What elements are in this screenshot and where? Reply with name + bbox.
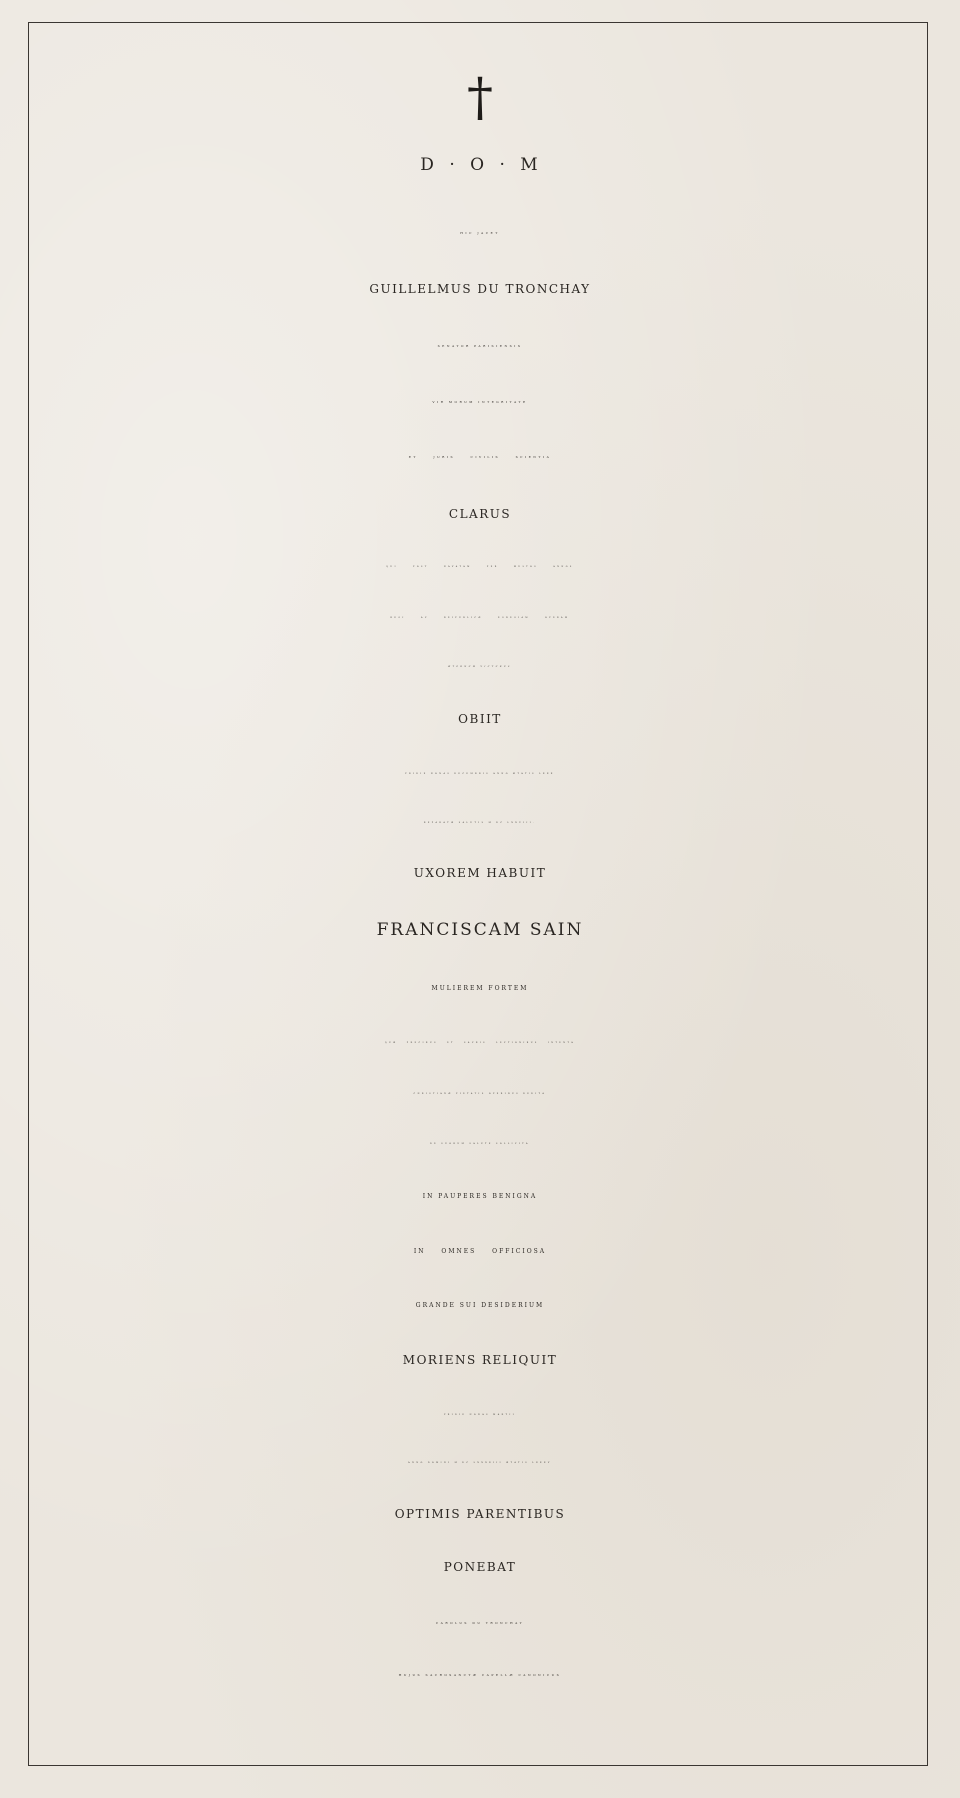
inscription-line: IN PAUPERES BENIGNA (422, 1193, 538, 1200)
inscription-line: OBIIT (458, 712, 502, 726)
inscription-line: SENATOR PARISIENSIS (437, 344, 523, 348)
inscription-line: QUÆ PRECIBUS ET SACRIS LECTIONIBUS INTENTA (384, 1042, 576, 1044)
deceased-name: GUILLELMUS DU TRONCHAY (369, 282, 591, 296)
inscription-line: QUI POST NAVATAM PER MULTOS ANNOS (386, 566, 574, 568)
inscription-line: CAROLUS DU TRONCHAY (435, 1621, 525, 1625)
inscription-line: UXOREM HABUIT (413, 866, 547, 880)
inscription-line: REPARATÆ SALUTIS M DC LXXVIII. (423, 822, 537, 824)
inscription-line: HUJUS SACROSANCTÆ CAPELLÆ CANONICUS (398, 1673, 562, 1677)
inscription-line: OPTIMIS PARENTIBUS (394, 1507, 566, 1521)
inscription-line: ET JURIS CIVILIS SCIENTIA (408, 455, 552, 459)
dom-heading: D · O · M (420, 155, 540, 175)
inscription-line: ÆTERNUM VICTURUS (448, 666, 512, 668)
inscription-line: ANNO DOMINI M DC LXXXXIII ÆTATIS LXXXV (408, 1462, 552, 1464)
inscription-line: PRIDIE NONAS MARTII (443, 1414, 517, 1416)
inscription-line: GRANDE SUI DESIDERIUM (415, 1302, 545, 1309)
inscription-line: HIC JACET (460, 231, 500, 235)
inscription-line: PONEBAT (443, 1560, 517, 1574)
inscription-line: REGI AC REIPUBLICÆ EGREGIAM OPERAM (390, 617, 570, 619)
inscription-line: MORIENS RELIQUIT (402, 1353, 558, 1367)
inscription-line: MULIEREM FORTEM (431, 985, 529, 992)
spouse-name: FRANCISCAM SAIN (376, 920, 584, 940)
inscription-line: CLARUS (448, 507, 512, 521)
inscription-line: CHRISTIANÆ PIETATIS OPERIBUS DEDITA (413, 1093, 547, 1095)
inscription-line: IN OMNES OFFICIOSA (413, 1248, 547, 1255)
inscription-line: PRIDIE NONAS DECEMBRIS ANNO ÆTATIS LXXX (405, 773, 555, 775)
inscription-line: DE SUORUM SALUTE SOLLICITA (430, 1143, 530, 1145)
cross-icon: † (467, 68, 493, 128)
inscription-line: VIR MORUM INTEGRITATE (432, 400, 528, 404)
